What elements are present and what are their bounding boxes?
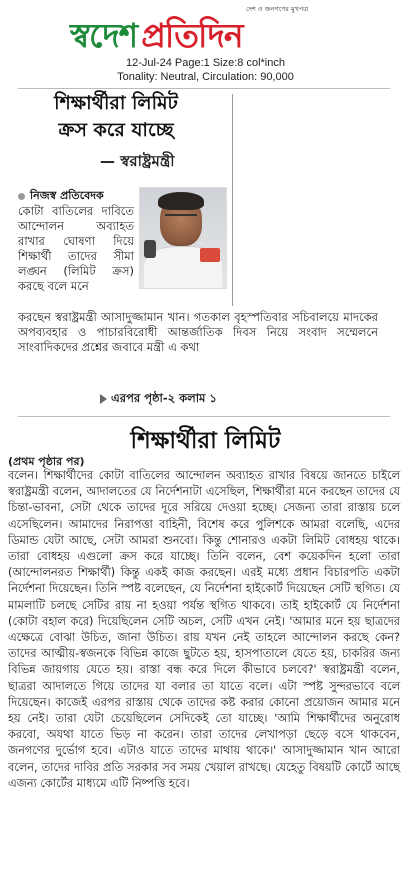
continuation-paragraph: বলেন। শিক্ষার্থীদের কোটা বাতিলের আন্দোলন অব্যাহত রাখার বিষয়ে জানতে চাইলে স্বরাষ্ট্রমন্ত্রী বলেন, আদালতের যে নির্দেশনাটা এসেছিল, শিক্ষার্থীরা মনে করছেন তাদের যে চিন্তা-ভাবনা, সেটা থেকে তাদের দূরে সরিয়ে দেওয়া হচ্ছে। সেজন্য তারা রাস্তায় চলে এসেছিলেন। আমাদের নিরাপত্তা বাহিনী, বিশেষ করে পুলিশকে আমরা বলেছি, এদের ডিমান্ড যেটা আছে, সেটা আমরা শুনবো। কিন্তু শোনারও একটা লিমিট বোধহয় থাকে। তারা বোধহয় এগুলো ক্রস করে যাচ্ছে। তিনি বলেন, বেশ কয়েকদিন হলো তারা (আন্দোলনরত শিক্ষার্থী) কিন্তু একই কাজ করছেন। এরই মধ্যে প্রধান বিচারপতি একটা নির্দেশনা দিয়েছেন। তিনি স্পষ্ট বলেছেন, যে নির্দেশনা হাইকোর্ট দিয়েছেন সেটি স্থগিত। যে মামলাটি চলছে সেটির রায় না হওয়া পর্যন্ত স্থগিত থাকবে। তাই হাইকোর্ট যে নির্দেশনা (কোটা বহাল করে) দিয়েছিলেন সেটি অচল, সেটি এখন নেই। 'আমার মনে হয় ছাত্রদের এক্ষেত্রে বোঝা উচিত, জানা উচিত। রায় যখন নেই তাহলে আন্দোলন করছে কেন? তাদের আত্মীয়-স্বজনকে বিভিন্ন কাজে ছুটতে হয়, হাসপাতালে যেতে হয়, চাকরির জন্য বিভিন্ন জায়গায় যেতে হয়। রাস্তা বন্ধ করে দিলে কীভাবে চলবে?' স্বরাষ্ট্রমন্ত্রী বলেন, ছাত্ররা আদালতে গিয়ে তাদের যা বলার তা যাতে বলে। এটা স্পষ্ট সুন্দরভাবে বলে দিয়েছেন। কাজেই এরপর রাস্তায় থেকে তাদের কষ্ট করার কোনো প্রয়োজন আমার মনে হয় নেই। তারা যেটা চেয়েছিলেন সেদিকেই তো যাচ্ছে। 'আমি শিক্ষার্থীদের অনুরোধ করবো, অযথা যাতে ভিড় না করেন। তারা তাদের লেখাপড়া ছেড়ে বসে থাকবেন, জনগণের দুর্ভোগ হবে। এটাও যাতে তাদের মাথায় থাকে।' আসাদুজ্জামান খান আরো বলেন, তাদের দাবির প্রতি সরকার সব সময় খেয়াল রাখছে। যেহেতু বিষয়টি কোর্টে আছে এজন্য কোর্টের মাধ্যমে এটি নিষ্পত্তি হবে।	[8, 469, 400, 790]
article-body-full	[18, 310, 378, 355]
continued-from-label: (প্রথম পৃষ্ঠার পর)	[8, 455, 85, 468]
clip-meta-info: 12-Jul-24 Page:1 Size:8 col*inch	[126, 57, 285, 69]
article-body-narrow	[18, 204, 134, 294]
continuation-headline: শিক্ষার্থীরা লিমিট	[130, 428, 281, 454]
microphone-icon	[144, 240, 156, 258]
article-headline	[18, 90, 214, 144]
article-paragraph-narrow: কোটা বাতিলের দাবিতে আন্দোলন অব্যাহত রাখার ঘোষণা দিয়ে শিক্ষার্থী তাদের সীমা লঙ্ঘন (লিমিট ক্রস) করছে বলে মনে	[18, 204, 134, 293]
headline-line-1: শিক্ষার্থীরা লিমিট	[54, 92, 178, 114]
continued-on-page	[100, 390, 217, 409]
headline-line-2: ক্রস করে যাচ্ছে	[58, 119, 174, 141]
masthead-tagline: দেশ ও জনগণের মুখপত্র	[246, 5, 309, 13]
article-paragraph-full: করছেন স্বরাষ্ট্রমন্ত্রী আসাদুজ্জামান খান। গতকাল বৃহস্পতিবার সচিবালয়ে মাদকের অপব্যবহার ও পাচারবিরোধী আন্তর্জাতিক দিবস নিয়ে সংবাদ সম্মেলনে সাংবাদিকদের প্রশ্নের জবাবে মন্ত্রী এ কথা	[18, 310, 378, 354]
microphone-icon-2	[200, 248, 220, 262]
column-divider	[232, 94, 233, 306]
continuation-body	[8, 468, 400, 792]
logo-word-1: স্বদেশ	[70, 16, 138, 55]
clip-meta-tonality: Tonality: Neutral, Circulation: 90,000	[117, 71, 294, 83]
headline-attribution: — স্বরাষ্ট্রমন্ত্রী	[100, 152, 175, 170]
masthead	[0, 0, 411, 83]
minister-photo	[139, 187, 227, 289]
reporter-name: নিজস্ব প্রতিবেদক	[30, 189, 104, 202]
byline-bullet-icon	[18, 193, 25, 200]
photo-glasses	[165, 214, 197, 224]
newspaper-logo	[70, 10, 243, 54]
clip-separator	[18, 416, 390, 417]
logo-word-2: প্রতিদিন	[141, 16, 243, 55]
continued-arrow-icon	[100, 394, 107, 404]
photo-hair	[158, 192, 204, 210]
continued-label: এরপর পৃষ্ঠা-২ কলাম ১	[111, 391, 217, 405]
